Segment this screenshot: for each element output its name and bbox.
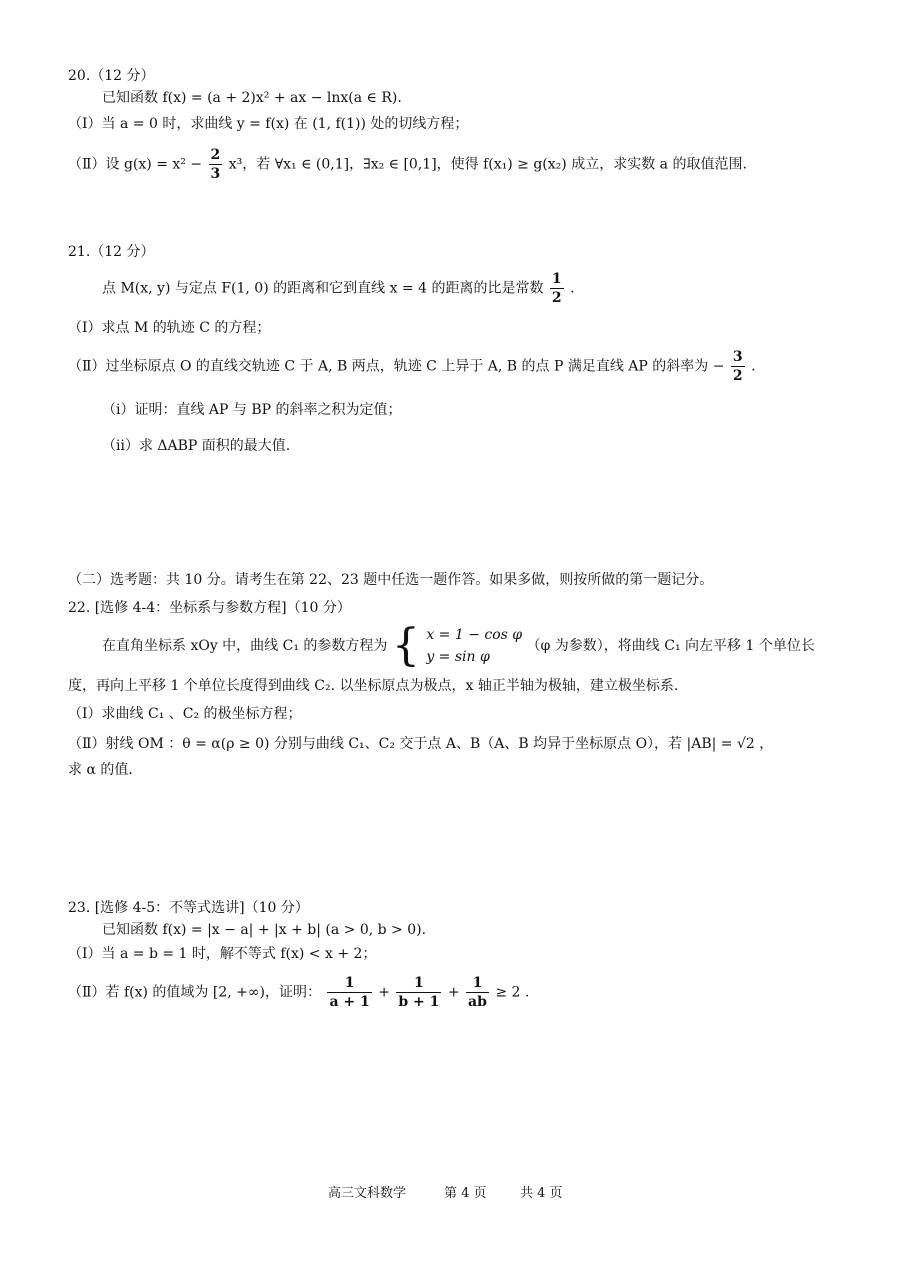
q21-stem [102, 270, 575, 307]
left-brace-icon: { [391, 620, 420, 671]
q22-stem-pre: 在直角坐标系 xOy 中，曲线 C₁ 的参数方程为 [102, 638, 388, 654]
q20-part2 [68, 146, 747, 183]
q22-part2-continued: 求 α 的值. [68, 762, 133, 778]
q21-part2-fraction-numerator: 3 [732, 349, 743, 365]
q23-fraction-3-numerator: 1 [466, 974, 489, 993]
q21-header: 21.（12 分） [68, 244, 155, 260]
q21-part2-pre: （Ⅱ）过坐标原点 O 的直线交轨迹 C 于 A, B 两点，轨迹 C 上异于 A, B 的点 P 满足直线 AP 的斜率为 − [68, 358, 725, 375]
q23-fraction-3-denominator: ab [468, 994, 487, 1010]
q21-stem-pre: 点 M(x, y) 与定点 F(1, 0) 的距离和它到直线 x = 4 的距离的比是常数 [102, 280, 544, 297]
q23-part1: （Ⅰ）当 a = b = 1 时，解不等式 f(x) < x + 2； [68, 946, 377, 962]
q22-part1: （Ⅰ）求曲线 C₁ 、C₂ 的极坐标方程； [68, 706, 302, 722]
q23-fraction-1 [327, 974, 371, 1011]
q23-part2 [68, 974, 529, 1011]
q21-part2-fraction-denominator: 2 [732, 368, 743, 384]
q21-part2 [68, 348, 756, 385]
footer-subject: 高三文科数学 [328, 1186, 407, 1201]
q20-part2-pre: （Ⅱ）设 g(x) = x² − [68, 156, 203, 173]
q23-plus-2: + [447, 984, 460, 1001]
q23-fraction-2 [396, 974, 441, 1011]
q21-stem-fraction [550, 270, 564, 307]
q20-part2-post: x³，若 ∀x₁ ∈ (0,1]，∃x₂ ∈ [0,1]，使得 f(x₁) ≥ g(x₂) 成立，求实数 a 的取值范围. [228, 156, 747, 173]
q22-part2: （Ⅱ）射线 OM ：θ = α(ρ ≥ 0) 分别与曲线 C₁、C₂ 交于点 A、B（A、B 均异于坐标原点 O），若 |AB| = √2 ， [68, 736, 774, 752]
q22-system-line1: x = 1 − cos φ [426, 627, 523, 643]
q23-fraction-2-numerator: 1 [396, 974, 441, 993]
q20-fraction [209, 146, 223, 183]
q23-plus-1: + [378, 984, 390, 1001]
elective-intro: （二）选考题：共 10 分。请考生在第 22、23 题中任选一题作答。如果多做，则按所做的第一题记分。 [68, 572, 714, 588]
q20-part1: （Ⅰ）当 a = 0 时，求曲线 y = f(x) 在 (1, f(1)) 处的切线方程； [68, 116, 469, 132]
q21-part1: （Ⅰ）求点 M 的轨迹 C 的方程； [68, 320, 271, 336]
q22-system-line2: y = sin φ [426, 649, 490, 665]
q21-stem-fraction-numerator: 1 [551, 271, 562, 287]
q20-header: 20.（12 分） [68, 68, 155, 84]
footer-page-number: 第 4 页 [444, 1186, 487, 1201]
q23-part2-post: ≥ 2 . [495, 984, 530, 1001]
q22-stem-post: （φ 为参数），将曲线 C₁ 向左平移 1 个单位长 [526, 638, 815, 654]
footer-total-pages: 共 4 页 [520, 1186, 563, 1201]
q20-fraction-numerator: 2 [210, 147, 221, 163]
q23-fraction-2-denominator: b + 1 [398, 994, 440, 1010]
q22-parametric-system [426, 624, 522, 668]
q20-stem: 已知函数 f(x) = (a + 2)x² + ax − lnx(a ∈ R). [102, 90, 402, 106]
q21-part2-fraction [731, 348, 745, 385]
q21-part2-post: . [751, 358, 756, 375]
q21-stem-fraction-denominator: 2 [551, 290, 562, 306]
q23-fraction-3 [466, 974, 489, 1011]
q22-stem [102, 622, 815, 670]
q22-header: 22. [选修 4-4：坐标系与参数方程]（10 分） [68, 600, 351, 616]
q22-stem-continued: 度，再向上平移 1 个单位长度得到曲线 C₂. 以坐标原点为极点，x 轴正半轴为极轴，建立极坐标系. [68, 678, 679, 694]
q23-fraction-1-numerator: 1 [327, 974, 371, 993]
q21-sub2: （ⅱ）求 ΔABP 面积的最大值. [102, 438, 291, 454]
q21-stem-post: . [570, 280, 575, 297]
q20-fraction-denominator: 3 [210, 166, 221, 182]
q23-header: 23. [选修 4-5：不等式选讲]（10 分） [68, 900, 309, 916]
q23-part2-pre: （Ⅱ）若 f(x) 的值域为 [2, +∞)，证明： [68, 984, 321, 1001]
q23-stem: 已知函数 f(x) = |x − a| + |x + b| (a > 0, b > 0). [102, 922, 427, 938]
q21-sub1: （ⅰ）证明：直线 AP 与 BP 的斜率之积为定值； [102, 402, 402, 418]
q23-fraction-1-denominator: a + 1 [329, 994, 370, 1010]
